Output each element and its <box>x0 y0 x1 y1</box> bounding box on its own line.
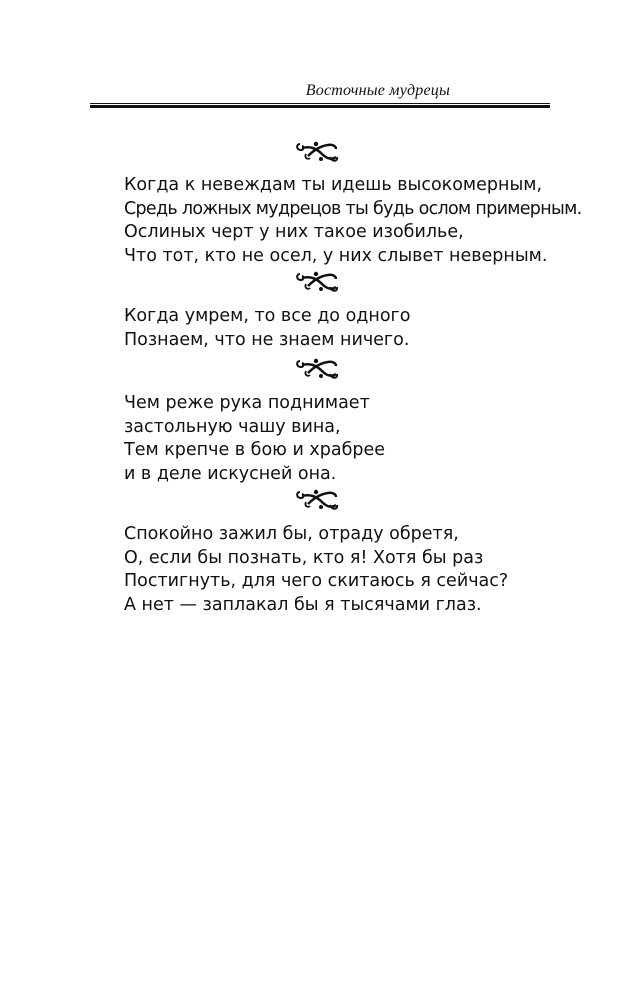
verse-line: А нет — заплакал бы я тысячами глаз. <box>124 594 482 615</box>
fleuron-ornament-icon <box>294 355 340 381</box>
verse-line: Спокойно зажил бы, отраду обретя, <box>124 524 459 544</box>
stanza-4 <box>124 523 564 617</box>
verse-line: застольную чашу вина, <box>124 416 341 437</box>
running-title: Восточные мудрецы <box>305 82 450 99</box>
verse-line: Что тот, кто не осел, у них слывет неверным. <box>124 245 548 266</box>
verse-line: Когда к невеждам ты идешь высокомерным, <box>124 175 543 195</box>
verse-line: Когда умрем, то все до одного <box>124 306 411 326</box>
verse-line: О, если бы познать, кто я! Хотя бы раз <box>124 547 484 568</box>
fleuron-ornament-icon <box>294 268 340 294</box>
header-rule-thick <box>90 105 550 108</box>
stanza-3 <box>124 392 564 486</box>
verse-line: и в деле искусней она. <box>124 463 337 484</box>
verse-line: Ослиных черт у них такое изобилье, <box>124 222 464 242</box>
fleuron-ornament-icon-svg <box>294 138 340 164</box>
verse-line: Тем крепче в бою и храбрее <box>124 440 386 460</box>
stanza-1 <box>124 174 582 268</box>
verse-line: Познаем, что не знаем ничего. <box>124 329 410 350</box>
header-rule-thin <box>90 103 550 104</box>
stanza-2 <box>124 305 564 352</box>
verse-line: Постигнуть, для чего скитаюсь я сейчас? <box>124 571 509 591</box>
fleuron-ornament-icon <box>294 486 340 512</box>
verse-line: Средь ложных мудрецов ты будь ослом примерным. <box>124 198 582 219</box>
running-head <box>90 82 550 100</box>
verse-line: Чем реже рука поднимает <box>124 393 370 413</box>
fleuron-ornament-icon <box>294 138 340 164</box>
